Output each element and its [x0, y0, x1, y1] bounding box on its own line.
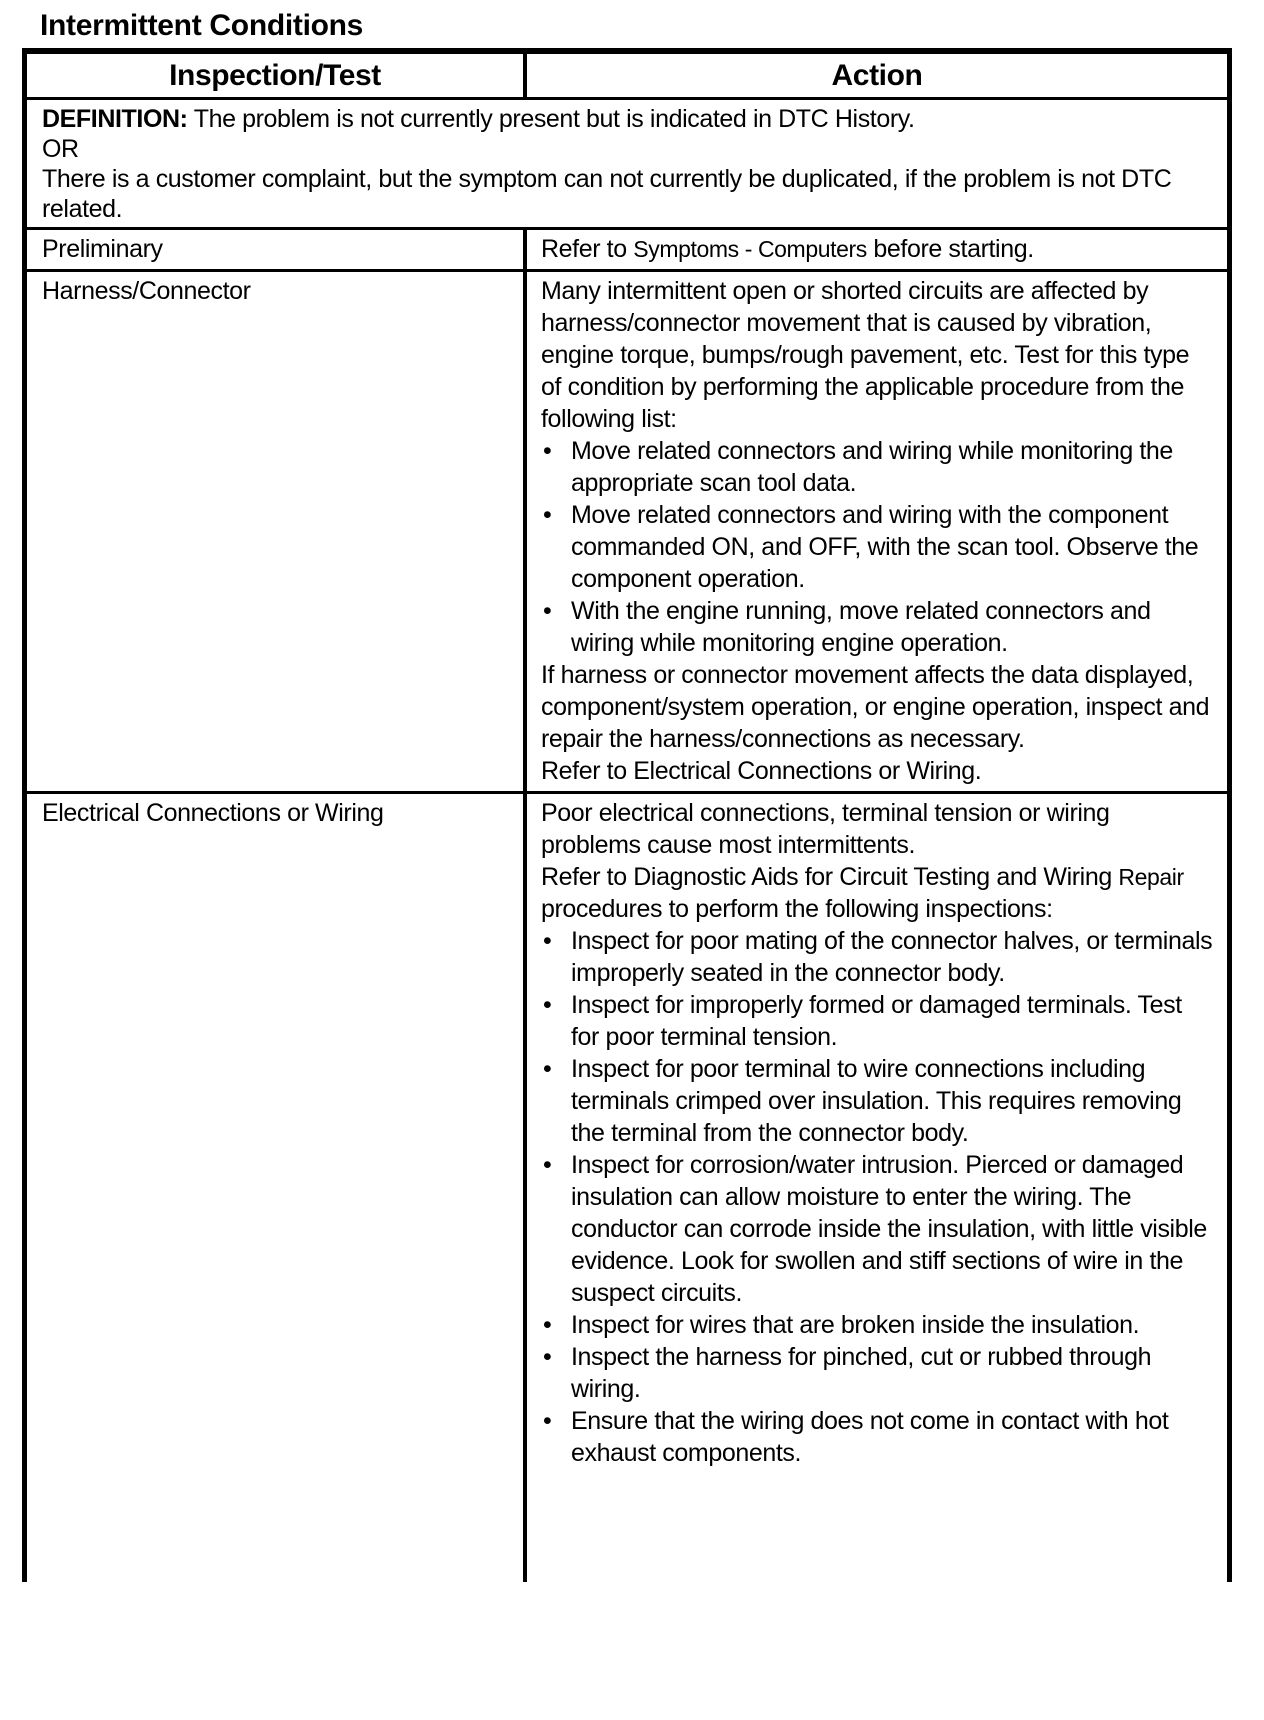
bullet-icon: •: [543, 597, 552, 625]
action-intro: Poor electrical connections, terminal tension or wiring problems cause most intermittents.: [541, 799, 1110, 859]
bullet-icon: •: [543, 501, 552, 529]
intermittent-conditions-table: [22, 48, 1232, 1582]
bullet-icon: •: [543, 1343, 552, 1371]
list-item: [541, 1405, 1215, 1469]
list-item: [541, 595, 1215, 659]
action-cell: [527, 230, 1227, 269]
list-item-text: Move related connectors and wiring with the component commanded ON, and OFF, with the scan tool. Observe the component operation.: [571, 501, 1199, 593]
bullet-icon: •: [543, 927, 552, 955]
action-cell: [527, 794, 1227, 1582]
list-item: [541, 1341, 1215, 1405]
list-item-text: Inspect for poor terminal to wire connections including terminals crimped over insulation. This requires removing the terminal from the connector body.: [571, 1055, 1182, 1147]
list-item-text: Inspect for corrosion/water intrusion. Pierced or damaged insulation can allow moisture to enter the wiring. The conductor can corrode inside the insulation, with little visible evidence. Look for swollen and stiff sections of wire in the suspect circuits.: [571, 1151, 1207, 1307]
list-item-text: Inspect for improperly formed or damaged terminals. Test for poor terminal tension.: [571, 991, 1182, 1051]
action-refer: [541, 861, 1215, 925]
list-item: [541, 989, 1215, 1053]
test-cell: Electrical Connections or Wiring: [27, 794, 527, 1582]
table-row-electrical-connections: [27, 794, 1227, 1582]
definition-or: OR: [42, 135, 79, 163]
bullet-icon: •: [543, 1055, 552, 1083]
refer-prefix: Refer to Diagnostic Aids for Circuit Testing and Wiring: [541, 863, 1119, 891]
bullet-icon: •: [543, 991, 552, 1019]
list-item: [541, 435, 1215, 499]
column-header-action: Action: [831, 59, 923, 92]
list-item-text: Inspect the harness for pinched, cut or rubbed through wiring.: [571, 1343, 1152, 1403]
list-item-text: With the engine running, move related connectors and wiring while monitoring engine operation.: [571, 597, 1151, 657]
bullet-icon: •: [543, 1151, 552, 1179]
bullet-icon: •: [543, 437, 552, 465]
list-item-text: Inspect for poor mating of the connector halves, or terminals improperly seated in the connector body.: [571, 927, 1213, 987]
list-item: [541, 1149, 1215, 1309]
action-cell: [527, 272, 1227, 791]
definition-line-1: The problem is not currently present but is indicated in DTC History.: [193, 105, 915, 133]
definition-cell: [27, 100, 1227, 227]
action-outro: If harness or connector movement affects the data displayed, component/system operation, or engine operation, inspect and repair the harness/connections as necessary.: [541, 661, 1210, 753]
refer-suffix: procedures to perform the following inspections:: [541, 895, 1053, 923]
list-item: [541, 925, 1215, 989]
electrical-connections-link[interactable]: Refer to Electrical Connections or Wiring.: [541, 757, 982, 785]
list-item: [541, 1053, 1215, 1149]
action-text-prefix: Refer to: [541, 235, 634, 263]
column-header-inspection-test: Inspection/Test: [27, 54, 527, 97]
definition-line-2: There is a customer complaint, but the symptom can not currently be duplicated, if the problem is not DTC related.: [42, 165, 1172, 223]
bullet-icon: •: [543, 1311, 552, 1339]
table-row-preliminary: [27, 230, 1227, 272]
bullet-icon: •: [543, 1407, 552, 1435]
list-item: [541, 499, 1215, 595]
action-text-suffix: before starting.: [866, 235, 1034, 263]
list-item: [541, 1309, 1215, 1341]
definition-row: [27, 100, 1227, 230]
definition-label: DEFINITION:: [42, 105, 188, 133]
symptoms-computers-link[interactable]: Symptoms - Computers: [633, 236, 867, 262]
list-item-text: Move related connectors and wiring while monitoring the appropriate scan tool data.: [571, 437, 1173, 497]
table-row-harness-connector: [27, 272, 1227, 794]
document-title: Intermittent Conditions: [40, 9, 364, 42]
action-intro: Many intermittent open or shorted circuits are affected by harness/connector movement that is caused by vibration, engine torque, bumps/rough pavement, etc. Test for this type of condition by performing the applicable procedure from the following list:: [541, 277, 1190, 433]
test-cell: Harness/Connector: [27, 272, 527, 791]
table-header-row: [27, 54, 1227, 100]
list-item-text: Ensure that the wiring does not come in contact with hot exhaust components.: [571, 1407, 1169, 1467]
wiring-repair-link[interactable]: Repair: [1118, 864, 1184, 890]
list-item-text: Inspect for wires that are broken inside the insulation.: [571, 1311, 1140, 1339]
test-cell: Preliminary: [27, 230, 527, 269]
